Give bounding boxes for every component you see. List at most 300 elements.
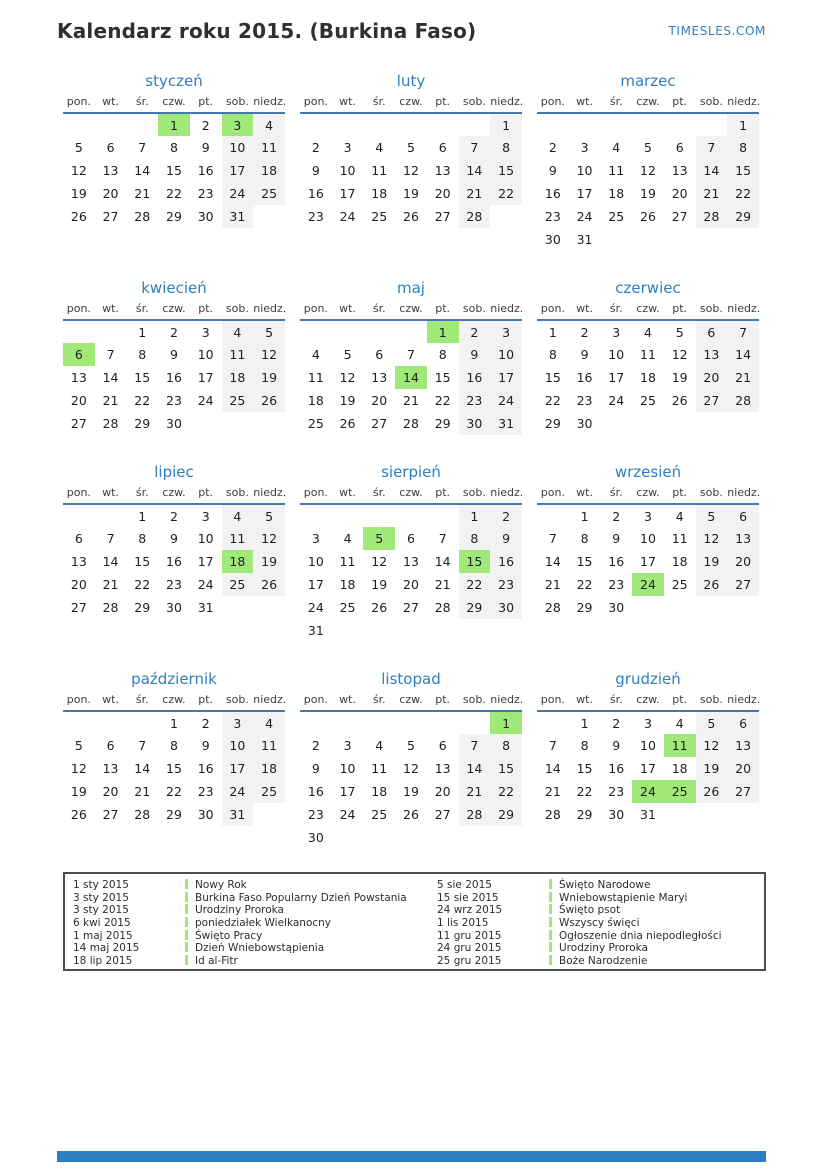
day-cell: 11 xyxy=(371,761,388,776)
weekday-header: sob. xyxy=(459,95,491,113)
weekend-day-cell: 15 xyxy=(490,159,522,182)
day-cell: 8 xyxy=(169,140,178,155)
holiday-name: Id al-Fitr xyxy=(195,955,238,968)
day-cell: 15 xyxy=(166,761,182,776)
empty-cell xyxy=(664,803,696,826)
holiday-date: 24 wrz 2015 xyxy=(437,904,503,917)
day-cell: 26 xyxy=(403,209,419,224)
day-cell: 22 xyxy=(134,393,151,408)
day-cell: 14 xyxy=(544,554,561,569)
empty-cell xyxy=(63,113,95,136)
weekday-header: niedz. xyxy=(253,693,285,711)
weekend-day-cell: 31 xyxy=(222,803,254,826)
holiday-name: Urodziny Proroka xyxy=(195,904,284,917)
weekend-day-cell: 11 xyxy=(253,734,285,757)
day-cell: 23 xyxy=(608,577,625,592)
day-cell: 10 xyxy=(640,738,656,753)
day-cell: 30 xyxy=(166,600,182,615)
day-cell: 9 xyxy=(612,531,621,546)
weekday-header: wt. xyxy=(95,95,127,113)
day-cell: 6 xyxy=(675,140,684,155)
weekend-day-cell: 14 xyxy=(727,343,759,366)
day-cell: 10 xyxy=(608,347,625,362)
weekend-day-cell: 5 xyxy=(253,504,285,527)
day-cell: 28 xyxy=(102,416,119,431)
month-title: grudzień xyxy=(615,670,681,688)
day-cell: 10 xyxy=(640,531,656,546)
empty-cell xyxy=(427,826,459,849)
day-cell: 1 xyxy=(138,508,147,524)
weekend-day-cell: 2 xyxy=(459,320,491,343)
month-title: marzec xyxy=(620,72,676,90)
empty-cell xyxy=(537,711,569,734)
day-cell: 19 xyxy=(339,393,356,408)
day-cell: 28 xyxy=(134,209,151,224)
weekday-header: pt. xyxy=(664,95,696,113)
month-sierpień xyxy=(300,461,522,642)
weekend-day-cell: 22 xyxy=(727,182,759,205)
weekday-header: czw. xyxy=(158,302,190,320)
empty-cell xyxy=(363,619,395,642)
weekend-day-cell: 6 xyxy=(696,320,728,343)
empty-cell xyxy=(253,596,285,619)
day-cell: 19 xyxy=(671,370,688,385)
day-cell: 20 xyxy=(102,186,119,201)
weekend-day-cell: 11 xyxy=(253,136,285,159)
day-cell: 26 xyxy=(339,416,356,431)
day-cell: 9 xyxy=(580,347,589,362)
weekday-header: pon. xyxy=(300,302,332,320)
weekday-header: wt. xyxy=(332,302,364,320)
empty-cell xyxy=(300,711,332,734)
empty-cell xyxy=(332,320,364,343)
day-cell: 4 xyxy=(311,347,320,362)
empty-cell xyxy=(490,205,522,228)
weekend-day-cell: 7 xyxy=(459,734,491,757)
weekend-day-cell: 22 xyxy=(490,182,522,205)
weekday-header: wt. xyxy=(332,486,364,504)
day-cell: 8 xyxy=(548,347,557,362)
empty-cell xyxy=(600,113,632,136)
day-cell: 17 xyxy=(339,186,356,201)
empty-cell xyxy=(95,320,127,343)
day-cell: 2 xyxy=(201,117,210,133)
weekend-day-cell: 21 xyxy=(459,182,491,205)
weekday-header: sob. xyxy=(696,693,728,711)
empty-cell xyxy=(664,113,696,136)
month-title: listopad xyxy=(381,670,441,688)
month-title: luty xyxy=(396,72,426,90)
legend-column-2 xyxy=(437,879,757,969)
day-cell: 10 xyxy=(307,554,324,569)
weekend-day-cell: 10 xyxy=(490,343,522,366)
day-cell: 17 xyxy=(339,784,356,799)
day-cell: 8 xyxy=(438,347,447,362)
holiday-date: 25 gru 2015 xyxy=(437,955,502,968)
holiday-date: 11 gru 2015 xyxy=(437,929,502,942)
day-cell: 9 xyxy=(311,163,320,178)
day-cell: 3 xyxy=(643,508,652,524)
legend-entry xyxy=(73,917,437,930)
weekend-day-cell: 5 xyxy=(696,504,728,527)
weekend-day-cell: 16 xyxy=(490,550,522,573)
day-cell: 21 xyxy=(544,577,561,592)
weekend-day-cell: 27 xyxy=(727,573,759,596)
day-cell: 1 xyxy=(580,715,589,731)
day-cell: 30 xyxy=(608,807,625,822)
day-cell: 24 xyxy=(197,393,214,408)
weekend-day-cell: 8 xyxy=(727,136,759,159)
holiday-tick-icon xyxy=(549,904,552,914)
day-cell: 14 xyxy=(544,761,561,776)
holiday-name: Nowy Rok xyxy=(195,879,247,891)
day-cell: 7 xyxy=(138,140,147,155)
day-cell: 15 xyxy=(576,761,593,776)
weekend-day-cell: 22 xyxy=(459,573,491,596)
holiday-tick-icon xyxy=(185,917,188,927)
weekend-day-cell: 18 xyxy=(253,159,285,182)
empty-cell xyxy=(63,320,95,343)
day-cell: 11 xyxy=(307,370,324,385)
weekend-day-cell: 20 xyxy=(727,550,759,573)
day-cell: 29 xyxy=(434,416,451,431)
weekend-day-cell: 15 xyxy=(490,757,522,780)
day-cell: 2 xyxy=(612,508,621,524)
weekend-day-cell: 12 xyxy=(696,527,728,550)
day-cell: 23 xyxy=(576,393,593,408)
day-cell: 16 xyxy=(307,186,324,201)
day-cell: 27 xyxy=(403,600,419,615)
holiday-day-cell: 6 xyxy=(63,343,95,366)
day-cell: 4 xyxy=(675,508,684,524)
day-cell: 19 xyxy=(70,186,87,201)
month-kwiecień xyxy=(63,277,285,435)
weekend-day-cell: 20 xyxy=(727,757,759,780)
weekend-day-cell: 6 xyxy=(727,504,759,527)
empty-cell xyxy=(664,412,696,435)
day-cell: 3 xyxy=(201,508,210,524)
day-cell: 25 xyxy=(371,807,388,822)
weekend-day-cell: 12 xyxy=(696,734,728,757)
day-cell: 12 xyxy=(403,163,419,178)
weekday-header: śr. xyxy=(363,486,395,504)
weekend-day-cell: 12 xyxy=(253,527,285,550)
weekend-day-cell: 24 xyxy=(490,389,522,412)
weekday-header: niedz. xyxy=(253,486,285,504)
empty-cell xyxy=(95,711,127,734)
empty-cell xyxy=(332,826,364,849)
legend-entry xyxy=(437,892,757,905)
empty-cell xyxy=(600,228,632,251)
weekday-header: niedz. xyxy=(253,95,285,113)
holiday-date: 6 kwi 2015 xyxy=(73,917,131,930)
holiday-name: Boże Narodzenie xyxy=(559,955,648,968)
weekend-day-cell: 9 xyxy=(459,343,491,366)
day-cell: 8 xyxy=(580,738,589,753)
day-cell: 16 xyxy=(166,554,182,569)
weekend-day-cell: 22 xyxy=(490,780,522,803)
month-listopad xyxy=(300,668,522,849)
weekday-header: pt. xyxy=(190,95,222,113)
day-cell: 9 xyxy=(201,140,210,155)
holiday-date: 1 sty 2015 xyxy=(73,879,129,891)
day-cell: 13 xyxy=(671,163,688,178)
weekday-header: pon. xyxy=(63,95,95,113)
holiday-date: 24 gru 2015 xyxy=(437,942,502,955)
weekend-day-cell: 3 xyxy=(490,320,522,343)
empty-cell xyxy=(395,619,427,642)
day-cell: 11 xyxy=(339,554,356,569)
weekday-header: pt. xyxy=(190,486,222,504)
day-cell: 30 xyxy=(608,600,625,615)
weekday-header: czw. xyxy=(395,693,427,711)
empty-cell xyxy=(363,504,395,527)
day-cell: 13 xyxy=(102,163,119,178)
weekday-header: pon. xyxy=(63,302,95,320)
day-cell: 5 xyxy=(643,140,652,155)
day-cell: 26 xyxy=(671,393,688,408)
day-cell: 26 xyxy=(371,600,388,615)
weekend-day-cell: 29 xyxy=(459,596,491,619)
weekend-day-cell: 29 xyxy=(490,803,522,826)
day-cell: 30 xyxy=(307,830,324,845)
month-title: wrzesień xyxy=(614,463,682,481)
empty-cell xyxy=(395,113,427,136)
day-cell: 18 xyxy=(371,186,388,201)
weekend-day-cell: 25 xyxy=(222,389,254,412)
holiday-tick-icon xyxy=(185,930,188,940)
weekday-header: wt. xyxy=(95,302,127,320)
weekend-day-cell: 7 xyxy=(696,136,728,159)
weekend-day-cell: 13 xyxy=(727,734,759,757)
empty-cell xyxy=(126,113,158,136)
day-cell: 23 xyxy=(166,577,182,592)
day-cell: 9 xyxy=(169,347,178,362)
day-cell: 21 xyxy=(434,577,451,592)
day-cell: 11 xyxy=(640,347,656,362)
month-title: czerwiec xyxy=(615,279,681,297)
day-cell: 22 xyxy=(166,186,182,201)
day-cell: 25 xyxy=(671,577,688,592)
day-cell: 7 xyxy=(406,347,415,362)
weekday-header: sob. xyxy=(222,302,254,320)
month-title: kwiecień xyxy=(141,279,207,297)
weekend-day-cell: 4 xyxy=(222,320,254,343)
footer-bar xyxy=(57,1151,766,1162)
day-cell: 12 xyxy=(640,163,656,178)
day-cell: 31 xyxy=(640,807,656,822)
day-cell: 12 xyxy=(671,347,688,362)
day-cell: 9 xyxy=(612,738,621,753)
day-cell: 2 xyxy=(548,140,557,155)
day-cell: 1 xyxy=(580,508,589,524)
weekend-day-cell: 21 xyxy=(696,182,728,205)
weekday-header: niedz. xyxy=(253,302,285,320)
site-link[interactable]: TIMESLES.COM xyxy=(668,24,766,38)
holiday-date: 1 maj 2015 xyxy=(73,929,133,942)
day-cell: 13 xyxy=(403,554,419,569)
holiday-tick-icon xyxy=(185,904,188,914)
weekday-header: pon. xyxy=(537,302,569,320)
weekend-day-cell: 13 xyxy=(727,527,759,550)
day-cell: 16 xyxy=(197,761,214,776)
day-cell: 2 xyxy=(311,738,320,753)
day-cell: 27 xyxy=(102,807,119,822)
day-cell: 20 xyxy=(434,186,451,201)
weekday-header: pon. xyxy=(63,486,95,504)
weekday-header: niedz. xyxy=(727,486,759,504)
weekday-header: sob. xyxy=(222,95,254,113)
weekend-day-cell: 11 xyxy=(222,527,254,550)
day-cell: 17 xyxy=(576,186,593,201)
day-cell: 10 xyxy=(197,531,214,546)
day-cell: 3 xyxy=(580,140,589,155)
weekend-day-cell: 14 xyxy=(696,159,728,182)
day-cell: 3 xyxy=(311,531,320,546)
day-cell: 26 xyxy=(70,807,87,822)
day-cell: 12 xyxy=(70,761,87,776)
legend-column-1 xyxy=(73,879,437,969)
day-cell: 17 xyxy=(640,554,656,569)
empty-cell xyxy=(126,711,158,734)
month-title: sierpień xyxy=(381,463,441,481)
day-cell: 18 xyxy=(307,393,324,408)
day-cell: 13 xyxy=(70,554,87,569)
day-cell: 3 xyxy=(201,324,210,340)
empty-cell xyxy=(427,619,459,642)
holiday-legend xyxy=(63,872,766,971)
day-cell: 15 xyxy=(434,370,451,385)
day-cell: 2 xyxy=(169,324,178,340)
day-cell: 20 xyxy=(403,577,419,592)
day-cell: 17 xyxy=(640,761,656,776)
holiday-tick-icon xyxy=(549,892,552,902)
day-cell: 21 xyxy=(134,784,151,799)
day-cell: 6 xyxy=(106,140,115,155)
empty-cell xyxy=(332,711,364,734)
weekend-day-cell: 20 xyxy=(696,366,728,389)
empty-cell xyxy=(632,412,664,435)
day-cell: 16 xyxy=(544,186,561,201)
weekday-header: śr. xyxy=(600,486,632,504)
empty-cell xyxy=(395,504,427,527)
empty-cell xyxy=(190,412,222,435)
day-cell: 23 xyxy=(307,807,324,822)
holiday-tick-icon xyxy=(185,942,188,952)
weekday-header: pon. xyxy=(300,486,332,504)
month-table xyxy=(63,95,285,228)
legend-entry xyxy=(437,879,757,892)
empty-cell xyxy=(696,596,728,619)
day-cell: 6 xyxy=(106,738,115,753)
holiday-day-cell: 24 xyxy=(632,573,664,596)
weekday-header: niedz. xyxy=(490,95,522,113)
day-cell: 28 xyxy=(134,807,151,822)
day-cell: 8 xyxy=(138,347,147,362)
weekend-day-cell: 28 xyxy=(459,803,491,826)
weekday-header: wt. xyxy=(569,486,601,504)
holiday-day-cell: 18 xyxy=(222,550,254,573)
legend-entry xyxy=(73,930,437,943)
month-październik xyxy=(63,668,285,849)
weekday-header: pt. xyxy=(664,486,696,504)
empty-cell xyxy=(395,320,427,343)
day-cell: 27 xyxy=(70,416,87,431)
holiday-date: 15 sie 2015 xyxy=(437,891,499,904)
weekend-day-cell: 10 xyxy=(222,136,254,159)
weekday-header: czw. xyxy=(395,302,427,320)
day-cell: 21 xyxy=(403,393,419,408)
day-cell: 1 xyxy=(138,324,147,340)
holiday-date: 14 maj 2015 xyxy=(73,942,140,955)
empty-cell xyxy=(332,619,364,642)
holiday-day-cell: 14 xyxy=(395,366,427,389)
day-cell: 22 xyxy=(576,784,593,799)
legend-entry xyxy=(73,879,437,892)
day-cell: 18 xyxy=(339,577,356,592)
holiday-tick-icon xyxy=(549,955,552,965)
day-cell: 24 xyxy=(197,577,214,592)
day-cell: 8 xyxy=(138,531,147,546)
month-table xyxy=(537,693,759,826)
day-cell: 16 xyxy=(576,370,593,385)
weekday-header: pon. xyxy=(537,486,569,504)
weekday-header: pt. xyxy=(427,486,459,504)
legend-entry xyxy=(73,904,437,917)
day-cell: 21 xyxy=(102,393,119,408)
day-cell: 20 xyxy=(102,784,119,799)
day-cell: 31 xyxy=(307,623,324,638)
weekday-header: wt. xyxy=(569,95,601,113)
holiday-day-cell: 15 xyxy=(459,550,491,573)
day-cell: 20 xyxy=(671,186,688,201)
weekend-day-cell: 18 xyxy=(222,366,254,389)
empty-cell xyxy=(459,826,491,849)
weekday-header: pt. xyxy=(664,693,696,711)
day-cell: 10 xyxy=(576,163,593,178)
day-cell: 22 xyxy=(166,784,182,799)
weekend-day-cell: 21 xyxy=(459,780,491,803)
day-cell: 2 xyxy=(169,508,178,524)
empty-cell xyxy=(363,711,395,734)
day-cell: 30 xyxy=(544,232,561,247)
weekend-day-cell: 24 xyxy=(222,182,254,205)
weekday-header: sob. xyxy=(222,693,254,711)
weekend-day-cell: 17 xyxy=(222,159,254,182)
page-title: Kalendarz roku 2015. (Burkina Faso) xyxy=(57,19,477,43)
weekend-day-cell: 10 xyxy=(222,734,254,757)
weekend-day-cell: 4 xyxy=(253,711,285,734)
weekend-day-cell: 19 xyxy=(253,550,285,573)
month-table xyxy=(63,693,285,826)
holiday-day-cell: 11 xyxy=(664,734,696,757)
legend-entry xyxy=(73,942,437,955)
weekday-header: śr. xyxy=(126,95,158,113)
weekend-day-cell: 23 xyxy=(490,573,522,596)
day-cell: 12 xyxy=(339,370,356,385)
empty-cell xyxy=(632,228,664,251)
empty-cell xyxy=(300,504,332,527)
empty-cell xyxy=(300,113,332,136)
day-cell: 22 xyxy=(434,393,451,408)
weekday-header: śr. xyxy=(600,95,632,113)
day-cell: 18 xyxy=(671,554,688,569)
day-cell: 21 xyxy=(134,186,151,201)
holiday-day-cell: 1 xyxy=(490,711,522,734)
holiday-date: 5 sie 2015 xyxy=(437,879,492,891)
day-cell: 23 xyxy=(197,186,214,201)
weekend-day-cell: 2 xyxy=(490,504,522,527)
